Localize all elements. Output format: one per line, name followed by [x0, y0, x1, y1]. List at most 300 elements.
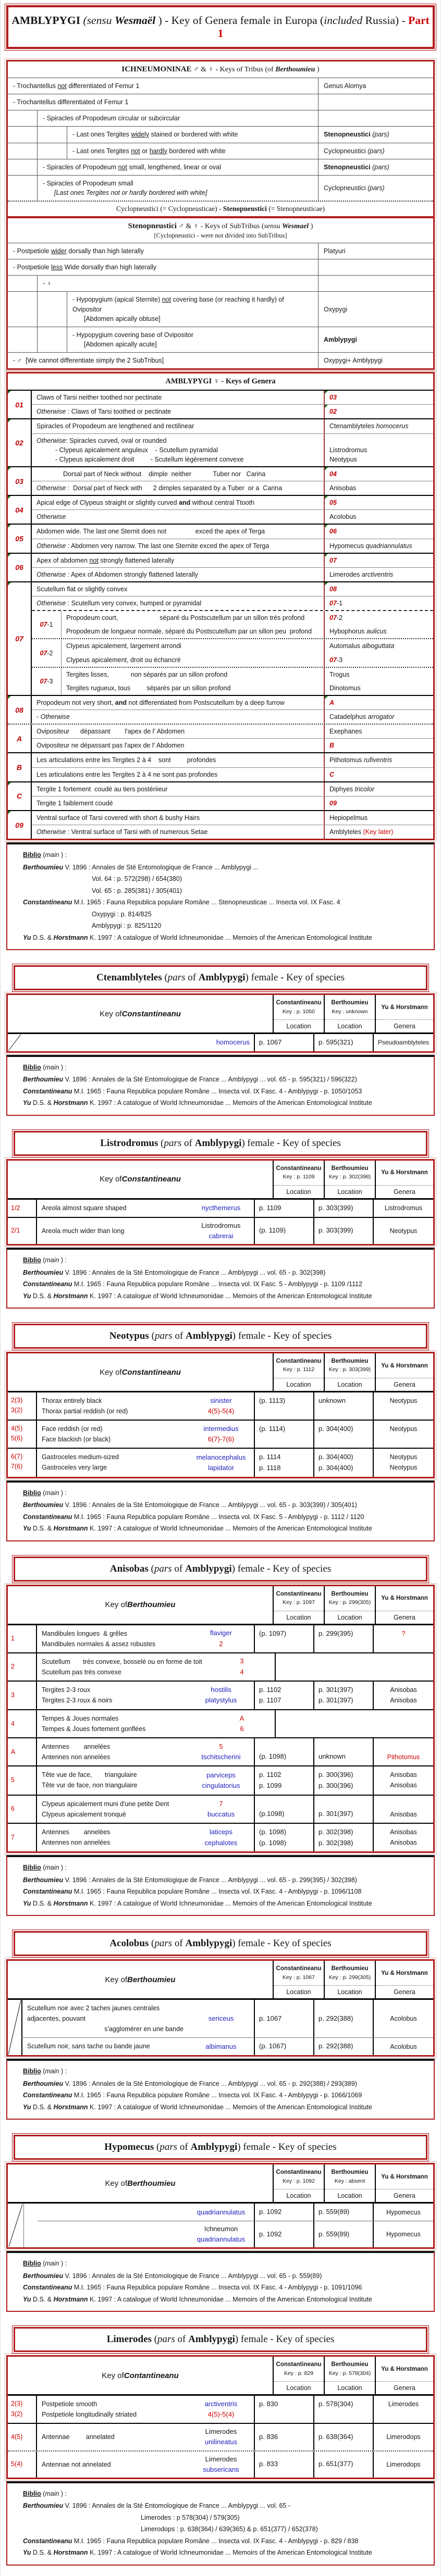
page-ref: p. 302(398): [318, 1838, 353, 1847]
page-ref: p. 559(89): [318, 2230, 350, 2238]
txt: dorsally than high laterally: [66, 247, 144, 255]
col-berthoumieu: [324, 1586, 375, 1624]
location-cell: [254, 1682, 313, 1710]
txt: D.S. &: [31, 2103, 54, 2111]
tribus-key-table: [6, 60, 435, 370]
species-link[interactable]: sericeus: [208, 2014, 234, 2023]
label-suffix: -1: [47, 621, 53, 629]
label: 05: [15, 534, 23, 543]
col-label: Location: [274, 2189, 324, 2202]
taxon: Amblypygi: [324, 335, 357, 343]
txt: - Hypopygium (apical Sternite): [72, 296, 162, 304]
key-text: [32, 739, 324, 752]
author: Yu: [23, 1525, 31, 1533]
page-ref: p. 651(377): [318, 2460, 353, 2468]
epithet: arctiventris: [361, 570, 394, 578]
couplet-body: [32, 725, 433, 752]
txt: main: [45, 1256, 59, 1264]
col-title: Constantineanu: [276, 1358, 322, 1364]
txt: ) :: [59, 2490, 67, 2497]
genus: Limerodes: [106, 2334, 152, 2345]
label: 08: [15, 705, 23, 714]
txt: Claws of Tarsi neither toothed nor pectinate: [36, 394, 162, 402]
location-cell: [254, 1421, 313, 1448]
col-berthoumieu: [324, 2357, 375, 2394]
author: Constantineanu: [23, 2537, 72, 2545]
txt: main: [45, 2490, 59, 2497]
key-value: [324, 525, 433, 538]
biblio-line: [23, 1499, 428, 1511]
key-text: [32, 391, 324, 404]
author: Constantineanu: [23, 1513, 72, 1521]
author: Constantineanu: [23, 1280, 72, 1288]
ref-link[interactable]: 02: [329, 408, 337, 416]
label: 1/2: [11, 1204, 20, 1212]
key-line: [32, 738, 433, 752]
species-cell: [188, 1766, 254, 1795]
txt: Otherwise: [36, 408, 66, 416]
title-included: included: [324, 14, 363, 27]
location-cell: [313, 2451, 373, 2478]
couplet-number: [8, 782, 32, 810]
description-cell: [36, 1738, 188, 1765]
txt: (= Stenopneusticae): [266, 205, 325, 213]
couplet-ref: [8, 1682, 36, 1710]
location-cell: [254, 2424, 313, 2450]
couplet-number: [8, 696, 32, 724]
result-cell: [318, 276, 433, 291]
subtribus-row: [8, 259, 433, 275]
species-link[interactable]: melanocephalus: [196, 1453, 246, 1461]
species-link[interactable]: platystylus: [205, 1696, 237, 1704]
genera-cell: [373, 2451, 433, 2478]
tribus-header-text: ♂ & ♀ - Keys of Tribus (of: [191, 66, 276, 73]
txt: Tempes & Joues fortement gonflées: [42, 1725, 146, 1733]
tribus-footnote: [8, 201, 433, 216]
diagonal-cell: [8, 2204, 23, 2247]
key-line: [32, 753, 433, 767]
txt: Key of: [100, 1009, 122, 1018]
key-text: [8, 353, 318, 368]
result-cell: [318, 353, 433, 368]
txt: of: [177, 2142, 191, 2153]
location-cell: [254, 1392, 313, 1420]
txt: ♂ & ♀ - Keys of SubTribus (: [176, 222, 264, 230]
species-row: [8, 1709, 433, 1737]
txt: M.I. 1965 : Fauna Republica populare Române ... Insecta vol. IX Fasc. 4 - Amblypygi - p. 1096/1108: [72, 1888, 362, 1896]
txt: : Spiracles curved, oval or rounded: [66, 437, 167, 444]
location-cell: [313, 1449, 373, 1477]
txt: - Clypeus apicalement droit - Scutellum légèrement convexe: [55, 455, 244, 463]
label: 4(5): [11, 1425, 23, 1432]
key-line: [32, 782, 433, 796]
species-cell: [185, 1034, 254, 1051]
taxon: Cyclopneustici: [324, 184, 368, 192]
txt: Ventral surface of Tarsi covered with short & bushy Hairs: [36, 814, 200, 822]
species-rows-wrap: [8, 2000, 433, 2055]
page-ref: p. 300(396): [318, 1771, 353, 1779]
label: 5: [11, 1776, 15, 1784]
txt: Otherwise: [36, 513, 66, 521]
couplet-B: [8, 752, 433, 781]
table-body: [8, 2396, 433, 2478]
label: 6(7): [11, 1453, 23, 1460]
genera-cell: [373, 2038, 433, 2055]
species-table-anisobas: [6, 1585, 435, 1853]
location-cell: [254, 1449, 313, 1477]
ref-link[interactable]: 5: [219, 1743, 223, 1751]
ref-link[interactable]: 09: [329, 799, 337, 807]
key-text: [32, 419, 324, 433]
genus: Pseudoamblyteles: [377, 1038, 430, 1046]
couplet-number: [8, 725, 32, 752]
ref-link[interactable]: 4: [240, 1667, 244, 1676]
col-label: Location: [325, 2381, 375, 2394]
title-russia: Russia) -: [362, 14, 409, 27]
biblio-limerodes: [6, 2481, 435, 2566]
key-text: [32, 596, 324, 610]
page-ref: (p. 1098): [259, 1752, 287, 1761]
species-link[interactable]: quadriannulatus: [197, 2208, 246, 2216]
ref-link[interactable]: 4(5)-5(4): [207, 1407, 235, 1415]
txt: Abdomen wide. The last one Sternit does not exced the apex of Terga: [36, 528, 265, 536]
biblio-line: [23, 2500, 428, 2512]
biblio-ctenamblyteles: [6, 1055, 435, 1116]
species-link[interactable]: tschitscherini: [201, 1753, 241, 1761]
subfamily-name: ICHNEUMONINAE: [121, 65, 192, 73]
col-title: Constantineanu: [276, 1965, 322, 1972]
key-text: [62, 668, 324, 681]
biblio-line: [23, 1898, 428, 1910]
txt: wider: [51, 247, 67, 255]
species-row: [8, 2450, 433, 2478]
txt: not differentiated from Postscutellum by a deep furrow: [127, 699, 285, 706]
txt: (: [149, 1938, 155, 1949]
biblio-label: Biblio: [23, 1489, 41, 1497]
txt: AMBLYPYGI ♀: [165, 377, 222, 386]
key-text: [32, 696, 324, 710]
biblio-label: Biblio: [23, 2068, 41, 2075]
key-author: Constantineanu: [121, 1009, 181, 1018]
col-title: Constantineanu: [276, 1590, 322, 1597]
col-label: Genera: [376, 1985, 433, 1998]
genus: Ctenamblyteles: [96, 972, 162, 984]
key-text: [32, 554, 324, 567]
couplet-number: [8, 419, 32, 466]
genus: Diphyes: [329, 785, 355, 793]
key-value: [324, 419, 433, 433]
location-cell: [313, 1218, 373, 1244]
txt: - Trochantellus differentiated of Femur 1: [13, 98, 129, 106]
couplet-ref: [8, 1766, 36, 1795]
spacer: [5, 1918, 436, 1928]
key-text: [8, 78, 318, 94]
txt: ) :: [59, 851, 67, 859]
col-constantineanu: [273, 995, 324, 1032]
ref-link[interactable]: B: [329, 742, 335, 750]
pars-note: (pars): [372, 163, 389, 171]
result-cell: [318, 127, 433, 142]
page-ref: p. 1109: [259, 1203, 281, 1212]
biblio-line: [23, 1267, 428, 1279]
species-cell: [188, 1218, 254, 1244]
page-ref: (p. 1098): [259, 1838, 287, 1847]
col-key-page: Key : p. 299(305): [328, 1599, 371, 1606]
species-link[interactable]: sinister: [210, 1396, 232, 1404]
species-link[interactable]: nycthemerus: [201, 1204, 241, 1212]
biblio-line: [23, 862, 428, 874]
location-cell: [313, 2038, 373, 2055]
species-row: [8, 1217, 433, 1244]
key-value: [324, 481, 433, 495]
col-key-page: Key : p. 829: [284, 2370, 314, 2376]
key-value: [324, 582, 433, 596]
taxon: Platyuri: [324, 247, 346, 255]
txt: - Postpetiole: [13, 247, 51, 255]
ref-link[interactable]: 07: [329, 656, 337, 664]
genera-cell: [373, 1796, 433, 1823]
species-link[interactable]: cingulatorius: [202, 1781, 240, 1789]
txt: Key of: [105, 1600, 127, 1610]
txt: Antennes non annelées: [42, 1838, 111, 1846]
ref-link[interactable]: 05: [329, 499, 337, 507]
key-line: [62, 625, 433, 638]
author: Constantineanu: [23, 1888, 72, 1896]
location-cell: [254, 2000, 313, 2037]
txt: : Ventral surface of Tarsi with of numerous Setae: [66, 828, 208, 836]
ref-link[interactable]: 04: [329, 470, 337, 478]
genera-cell: [373, 1824, 433, 1852]
ref-link[interactable]: 07: [329, 600, 337, 607]
species-link[interactable]: quadriannulatus: [197, 2235, 246, 2244]
col-key-page: Key : p. 1067: [283, 1974, 315, 1981]
description-cell: [36, 2396, 188, 2423]
txt: K. 1997 : A catalogue of World Ichneumonidae ... Memoirs of the American Entomological Institute: [88, 2295, 372, 2303]
key-value: [324, 596, 433, 610]
col-berthoumieu: [324, 1961, 375, 1998]
txt: Clypeus apicalement muni d'une petite Dent: [42, 1800, 169, 1808]
label: 07: [40, 621, 47, 629]
txt: M.I. 1965 : Fauna Republica populare Române ... Insecta vol. IX Fasc. 5 - Amblypygi - p. 1109 /1112: [72, 1280, 363, 1288]
species-cell: [188, 1449, 254, 1477]
col-title: Yu & Horstmann: [381, 1362, 428, 1369]
biblio-label: Biblio: [23, 851, 41, 859]
txt: (: [162, 972, 168, 984]
key-text: [32, 782, 324, 796]
txt: pars: [164, 1137, 182, 1149]
genus: Neotypus: [389, 1227, 418, 1235]
col-yu-horstmann: [375, 1353, 433, 1391]
genera-cell: [373, 1392, 433, 1420]
txt: Mandibules normales & assez robustes: [42, 1640, 156, 1648]
label: 7(6): [11, 1463, 23, 1471]
key-value: [324, 405, 433, 418]
txt: hardly: [149, 147, 167, 155]
key-value: [324, 510, 433, 524]
txt: pars: [154, 1563, 172, 1574]
label: 07: [15, 634, 23, 643]
result-cell: [318, 259, 433, 275]
ref-link[interactable]: 6: [240, 1725, 244, 1733]
species-link[interactable]: unilineatus: [204, 2438, 238, 2446]
genera-cell: [373, 1682, 433, 1710]
txt: or: [140, 147, 150, 155]
col-label: Location: [325, 1611, 375, 1624]
species-row: [8, 1420, 433, 1448]
txt: ): [309, 222, 313, 230]
txt: main: [45, 1063, 59, 1071]
col-key-page: Key : p. 303(399): [328, 1366, 371, 1373]
col-title: Yu & Horstmann: [381, 1169, 428, 1176]
couplet-ref: [8, 2424, 36, 2450]
species-link[interactable]: lapidator: [208, 1463, 234, 1472]
key-author: Constantineanu: [121, 1367, 181, 1377]
label: 03: [15, 477, 23, 486]
txt: sensu: [264, 222, 283, 230]
location-cell: [254, 2451, 313, 2478]
txt: stained or bordered with white: [149, 131, 238, 139]
txt: : Apex of Abdomen strongly flattened laterally: [66, 570, 198, 578]
ref-link[interactable]: C: [329, 770, 335, 778]
ref-link[interactable]: 4(5)-5(4): [207, 2410, 235, 2419]
txt: Areola almost square shaped: [42, 1204, 127, 1212]
description-cell: [36, 1218, 188, 1244]
location-cell: [254, 2038, 313, 2055]
species-link[interactable]: flaviger: [210, 1629, 232, 1637]
biblio-listrodromus: [6, 1248, 435, 1309]
taxon: Cyclopneustici: [324, 147, 368, 155]
couplet-number: [8, 753, 32, 781]
ref-link[interactable]: A: [329, 699, 335, 706]
txt: Amblypygi: [186, 1330, 232, 1341]
ref-link[interactable]: 07: [329, 556, 337, 564]
species-table-listrodromus: [6, 1159, 435, 1246]
genus: Limerodes: [329, 570, 362, 578]
page-ref: p. 836: [259, 2432, 278, 2441]
species-row: [8, 1200, 433, 1217]
txt: of: [185, 972, 199, 984]
col-berthoumieu: [324, 995, 375, 1032]
key-value: [324, 681, 433, 695]
txt: not: [89, 556, 99, 564]
txt: - Last ones Tergites: [72, 147, 131, 155]
couplet-body: [32, 391, 433, 418]
txt: K. 1997 : A catalogue of World Ichneumonidae ... Memoirs of the American Entomological Institute: [88, 934, 372, 941]
tribus-row: [8, 78, 433, 94]
species-link[interactable]: laticeps: [209, 1828, 233, 1836]
page-ref: unknown: [318, 1397, 346, 1404]
ref-link[interactable]: 6(7)-7(6): [207, 1435, 235, 1443]
key-line: [32, 582, 433, 596]
species-link[interactable]: arctiventris: [204, 2400, 238, 2408]
species-link[interactable]: hostilis: [211, 1686, 231, 1694]
txt: [Last ones Tergites not or hardly bordered with white]: [54, 189, 207, 196]
label: 1: [11, 1634, 15, 1642]
txt: not: [131, 147, 140, 155]
ref-link[interactable]: 07: [329, 614, 337, 622]
species-link[interactable]: parviceps: [206, 1771, 236, 1779]
key-line: [32, 567, 433, 581]
txt: of: [175, 2334, 189, 2345]
ref-link[interactable]: A: [239, 1714, 244, 1723]
ref-link[interactable]: 2: [219, 1639, 223, 1648]
biblio-main: [6, 842, 435, 950]
species-link[interactable]: homocerus: [216, 1038, 250, 1047]
author: Berthoumieu: [23, 2272, 64, 2280]
author: Yu: [23, 1899, 31, 1907]
species-cell: [188, 1796, 254, 1823]
genus: Listrodromus: [329, 446, 368, 454]
species-link[interactable]: cephalotes: [204, 1838, 238, 1847]
txt: of: [172, 1330, 186, 1341]
result-cell: [318, 176, 433, 201]
species-link[interactable]: intermedius: [203, 1424, 239, 1433]
couplet-09: [8, 810, 433, 839]
page-ref: (p. 1067): [259, 2042, 287, 2050]
ref-link[interactable]: 06: [329, 528, 337, 536]
txt: - ♂ [We cannot differentiate simply the 2 SubTribus]: [13, 357, 164, 364]
txt: Tête vue de face, triangulaire: [42, 1771, 137, 1779]
biblio-title: [23, 1062, 428, 1074]
genus: Neotypus: [109, 1330, 149, 1341]
species-link[interactable]: cabrerai: [209, 1231, 234, 1240]
section-title-limerodes: [14, 2327, 427, 2352]
genus: Anisobas: [390, 1828, 417, 1836]
txt: Key of: [102, 2371, 124, 2380]
genus: Automalus: [329, 642, 362, 650]
key-author: Constantineanu: [121, 1175, 181, 1184]
species-table-ctenamblyteles: [6, 993, 435, 1053]
genus: Neotypus: [389, 1397, 418, 1404]
species-link[interactable]: albimanus: [205, 2042, 237, 2050]
couplet-number: [8, 391, 32, 418]
txt: : Scutellum very convex, humped or pyramidal: [66, 600, 202, 607]
indent: [8, 110, 38, 126]
author: Constantineanu: [23, 1087, 72, 1095]
txt: and: [115, 699, 127, 706]
species-link[interactable]: subsericans: [203, 2465, 239, 2473]
txt: Tergites rugueux, tous séparés par un sillon profond: [66, 684, 231, 692]
couplet-number: [8, 554, 32, 581]
location-cell: [313, 2396, 373, 2423]
species-cell: [188, 1682, 254, 1710]
page-ref: p. 1067: [259, 2014, 282, 2022]
description-cell: [36, 1824, 188, 1852]
ref-link[interactable]: 7: [219, 1799, 223, 1808]
col-label: Genera: [376, 2189, 433, 2202]
key-line: [62, 639, 433, 653]
genera-cell: [373, 2000, 433, 2037]
ref-link[interactable]: 3: [240, 1657, 244, 1665]
species-row: [38, 2221, 433, 2247]
txt: (: [41, 1256, 45, 1264]
page-ref: (p. 1114): [259, 1425, 286, 1433]
genus: Neotypus: [389, 1464, 418, 1471]
location-cell: [254, 1738, 313, 1765]
spacer: [5, 51, 436, 58]
couplet-ref: [8, 1738, 36, 1765]
subtribus-row: [8, 275, 433, 291]
key-value: [324, 467, 433, 481]
species-link[interactable]: buccatus: [207, 1810, 235, 1818]
txt: V. 1896 : Annales de la Sté Entomologique de France ... Amblypygi ... vol. 65 - p. 303(399) / 305(401): [63, 1501, 357, 1509]
txt: K. 1997 : A catalogue of World Ichneumonidae ... Memoirs of the American Entomological Institute: [88, 2103, 372, 2111]
ref-link[interactable]: 08: [329, 585, 337, 593]
ref-link[interactable]: 03: [329, 394, 337, 402]
indent: [8, 327, 38, 352]
description-cell: [36, 1200, 188, 1217]
col-title: Berthoumieu: [331, 1000, 369, 1006]
